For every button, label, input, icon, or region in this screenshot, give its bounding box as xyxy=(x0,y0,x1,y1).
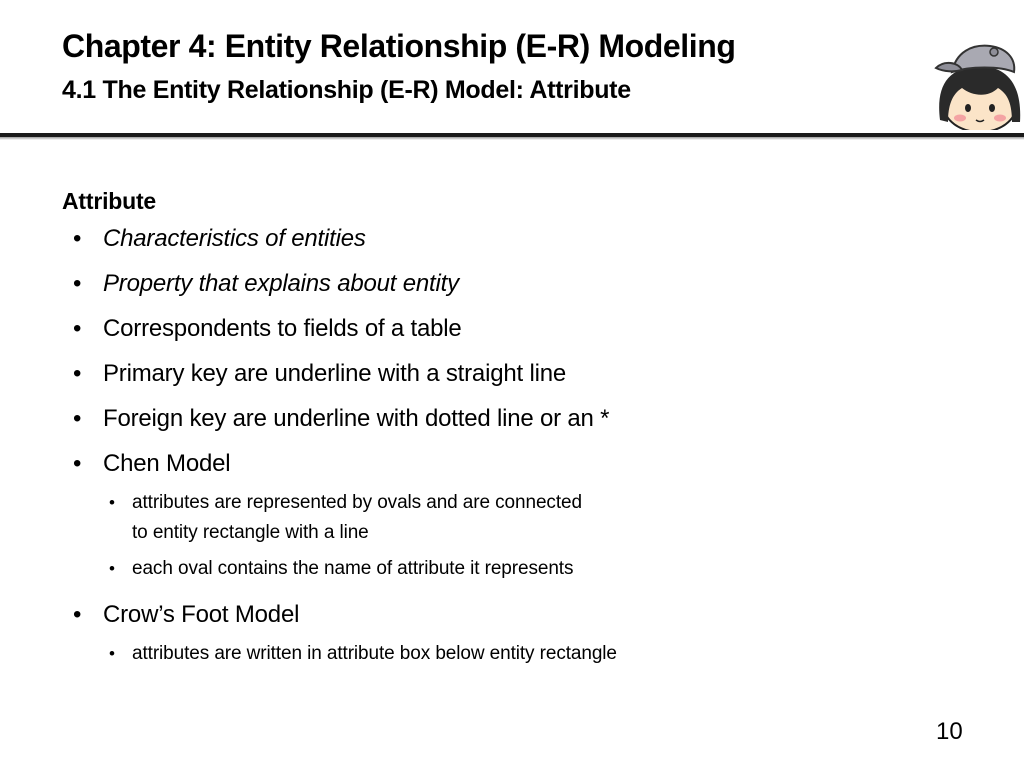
sub-bullet-list xyxy=(103,488,962,584)
bullet-icon: • xyxy=(73,450,82,477)
list-item xyxy=(62,270,962,298)
slide-content xyxy=(62,188,962,686)
list-item xyxy=(62,360,962,388)
sub-list-item-text: attributes are written in attribute box below entity rectangle xyxy=(132,643,617,664)
sub-list-item xyxy=(103,488,962,548)
slide-subtitle: 4.1 The Entity Relationship (E-R) Model: Attribute xyxy=(62,76,631,104)
list-item xyxy=(62,405,962,433)
sub-list-item-text: to entity rectangle with a line xyxy=(132,522,369,543)
list-item-text: Characteristics of entities xyxy=(103,225,366,252)
title-divider-shadow xyxy=(0,137,1024,140)
sub-list-item xyxy=(103,554,962,584)
bullet-icon: • xyxy=(73,225,82,252)
list-item xyxy=(62,601,962,669)
list-item-text: Property that explains about entity xyxy=(103,270,459,297)
bullet-icon: • xyxy=(73,601,82,628)
bullet-icon: • xyxy=(109,559,115,578)
list-item-text: Crow’s Foot Model xyxy=(103,601,300,628)
list-item-text: Primary key are underline with a straight line xyxy=(103,360,567,387)
sub-bullet-list xyxy=(103,639,962,669)
bullet-list xyxy=(62,225,962,669)
page-number: 10 xyxy=(936,718,963,745)
bullet-icon: • xyxy=(73,315,82,342)
sub-list-item-text: each oval contains the name of attribute it represents xyxy=(132,558,574,579)
list-item xyxy=(62,225,962,253)
sub-list-item xyxy=(103,639,962,669)
bullet-icon: • xyxy=(73,270,82,297)
list-item-text: Chen Model xyxy=(103,450,231,477)
list-item xyxy=(62,315,962,343)
list-item-text: Correspondents to fields of a table xyxy=(103,315,462,342)
bullet-icon: • xyxy=(73,360,82,387)
bullet-icon: • xyxy=(73,405,82,432)
slide-title: Chapter 4: Entity Relationship (E-R) Modeling xyxy=(62,28,736,64)
bullet-icon: • xyxy=(109,644,115,663)
section-heading: Attribute xyxy=(62,188,157,214)
cartoon-girl-with-cap-icon xyxy=(932,38,1024,130)
bullet-icon: • xyxy=(109,493,115,512)
list-item-text: Foreign key are underline with dotted line or an * xyxy=(103,405,610,432)
sub-list-item-text: attributes are represented by ovals and are connected xyxy=(132,492,582,513)
list-item xyxy=(62,450,962,584)
